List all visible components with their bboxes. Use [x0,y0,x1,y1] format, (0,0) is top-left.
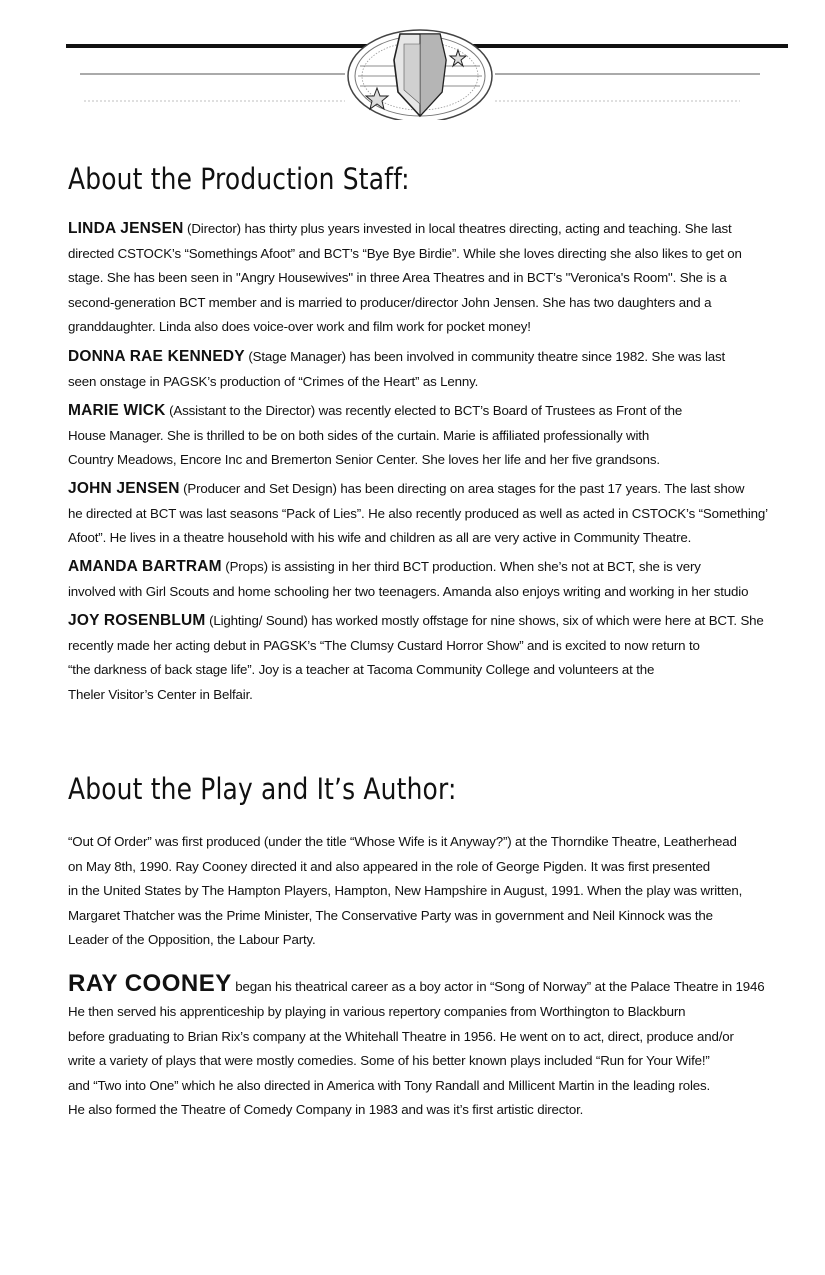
author-name: RAY COONEY [68,970,232,997]
author-bio-paragraph: RAY COONEY began his theatrical career as a boy actor in “Song of Norway” at the Palace Theatre in 1946 He then served his apprenticeship by playing in various repertory companies from Worthington to Blackburn before graduating to Brian Rix’s company at the Whitehall Theatre in 1956. He went on to act, direct, produce and/or write a variety of plays that were mostly comedies. Some of his better known plays included “Run for Your Wife!” and “Two into One” which he also directed in America with Tony Randall and Millicent Martin in the leading roles. He also formed the Theatre of Comedy Company in 1983 and was it’s first artistic director. [68,970,765,1117]
section-title-production-staff: About the Production Staff: [68,162,410,196]
header-rule-with-emblem [0,0,825,120]
play-history-paragraph: “Out Of Order” was first produced (under the title “Whose Wife is it Anyway?”) at the Thorndike Theatre, Leatherhead on May 8th, 1990. Ray Cooney directed it and also appeared in the role of George Pigden. It was first presented in the United States by The Hampton Players, Hampton, New Hampshire in August, 1991. When the play was written, Margaret Thatcher was the Prime Minister, The Conservative Party was in government and Neil Kinnock was the Leader of the Opposition, the Labour Party. [68,834,743,947]
bio-donna-rae-kennedy: DONNA RAE KENNEDY (Stage Manager) has been involved in community theatre since 1982. She was last seen onstage in PAGSK’s production of “Crimes of the Heart” as Lenny. [68,348,726,389]
staff-name: MARIE WICK [68,402,166,419]
staff-name: LINDA JENSEN [68,220,184,237]
bio-marie-wick: MARIE WICK (Assistant to the Director) was recently elected to BCT’s Board of Trustees as Front of the House Manager. She is thrilled to be on both sides of the curtain. Marie is affiliated professionally with Country Meadows, Encore Inc and Bremerton Senior Center. She loves her life and her five grandsons. [68,402,683,467]
staff-name: JOY ROSENBLUM [68,612,206,629]
bio-linda-jensen: LINDA JENSEN (Director) has thirty plus years invested in local theatres directing, acting and teaching. She last directed CSTOCK’s “Somethings Afoot” and BCT’s “Bye Bye Birdie”. While she loves directing she also likes to get on stage. She has been seen in "Angry Housewives" in three Area Theatres and in BCT’s "Veronica's Room". She is a second-generation BCT member and is married to producer/director John Jensen. She has two daughters and a granddaughter. Linda also does voice-over work and film work for pocket money! [68,220,742,334]
bio-amanda-bartram: AMANDA BARTRAM (Props) is assisting in her third BCT production. When she’s not at BCT, she is very involved with Girl Scouts and home schooling her two teenagers. Amanda also enjoys writing and working in her studio [68,558,749,599]
section-title-play-and-author: About the Play and It’s Author: [68,772,457,806]
staff-name: JOHN JENSEN [68,480,180,497]
bio-joy-rosenblum: JOY ROSENBLUM (Lighting/ Sound) has worked mostly offstage for nine shows, six of which were here at BCT. She recently made her acting debut in PAGSK’s “The Clumsy Custard Horror Show” and is excited to now return to “the darkness of back stage life”. Joy is a teacher at Tacoma Community College and volunteers at the Theler Visitor’s Center in Belfair. [68,612,764,702]
shield-emblem-icon [348,30,492,120]
staff-name: DONNA RAE KENNEDY [68,348,245,365]
staff-name: AMANDA BARTRAM [68,558,222,575]
bio-john-jensen: JOHN JENSEN (Producer and Set Design) has been directing on area stages for the past 17 years. The last show he directed at BCT was last seasons “Pack of Lies”. He also recently produced as well as acted in CSTOCK’s “Something’ Afoot”. He lives in a theatre household with his wife and children as all are very active in Community Theatre. [68,480,768,545]
